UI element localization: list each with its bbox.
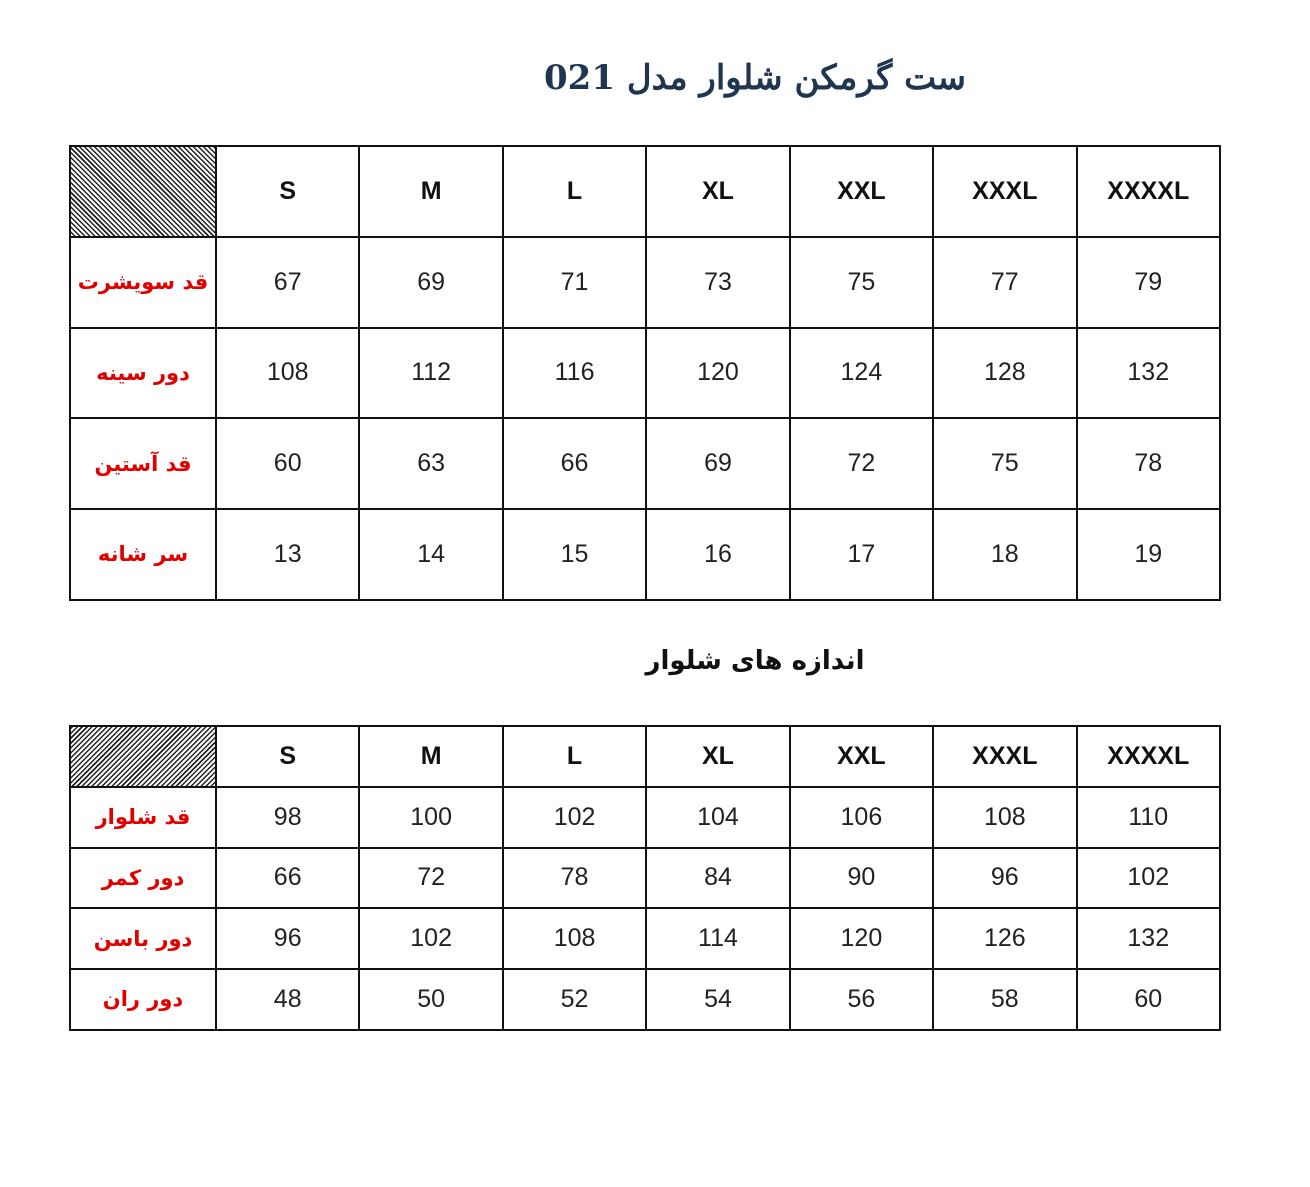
size-header-s: S — [216, 146, 359, 237]
table-cell: 60 — [1077, 969, 1220, 1030]
table-cell: 78 — [1077, 418, 1220, 509]
size-header-xxxl: XXXL — [933, 146, 1076, 237]
table-cell: 124 — [790, 328, 933, 419]
row-label-sleeve: قد آستین — [70, 418, 216, 509]
table-cell: 108 — [503, 908, 646, 969]
table-cell: 126 — [933, 908, 1076, 969]
table-cell: 84 — [646, 848, 789, 909]
table-cell: 78 — [503, 848, 646, 909]
table-cell: 15 — [503, 509, 646, 600]
table-cell: 17 — [790, 509, 933, 600]
size-header-xl: XL — [646, 726, 789, 787]
table-cell: 96 — [933, 848, 1076, 909]
size-header-s: S — [216, 726, 359, 787]
table-cell: 69 — [646, 418, 789, 509]
table-header-row — [70, 146, 1220, 237]
hatched-corner-cell — [70, 726, 216, 787]
table-cell: 104 — [646, 787, 789, 848]
table-cell: 18 — [933, 509, 1076, 600]
table-cell: 48 — [216, 969, 359, 1030]
table-cell: 100 — [359, 787, 502, 848]
size-header-xxxxl: XXXXL — [1077, 146, 1220, 237]
table-cell: 16 — [646, 509, 789, 600]
row-label-chest: دور سینه — [70, 328, 216, 419]
size-header-l: L — [503, 726, 646, 787]
size-header-m: M — [359, 146, 502, 237]
row-label-hip: دور باسن — [70, 908, 216, 969]
table-row — [70, 787, 1220, 848]
table-cell: 50 — [359, 969, 502, 1030]
page-title: ست گرمکن شلوار مدل 021 — [544, 58, 966, 98]
pants-section-title: اندازه های شلوار — [645, 646, 865, 676]
table-row — [70, 418, 1220, 509]
table-cell: 58 — [933, 969, 1076, 1030]
hatched-corner-cell — [70, 146, 216, 237]
table-cell: 96 — [216, 908, 359, 969]
table-cell: 90 — [790, 848, 933, 909]
table-cell: 132 — [1077, 908, 1220, 969]
table-cell: 120 — [646, 328, 789, 419]
row-label-shoulder: سر شانه — [70, 509, 216, 600]
row-label-jacket-length: قد سویشرت — [70, 237, 216, 328]
table-cell: 60 — [216, 418, 359, 509]
table-cell: 116 — [503, 328, 646, 419]
table-cell: 72 — [359, 848, 502, 909]
table-row — [70, 848, 1220, 909]
table-cell: 102 — [503, 787, 646, 848]
table-cell: 75 — [790, 237, 933, 328]
table-cell: 73 — [646, 237, 789, 328]
table-cell: 54 — [646, 969, 789, 1030]
table-cell: 67 — [216, 237, 359, 328]
table-cell: 79 — [1077, 237, 1220, 328]
table-cell: 108 — [933, 787, 1076, 848]
size-header-m: M — [359, 726, 502, 787]
table-cell: 114 — [646, 908, 789, 969]
size-header-xxl: XXL — [790, 146, 933, 237]
table-cell: 108 — [216, 328, 359, 419]
table-cell: 132 — [1077, 328, 1220, 419]
table-cell: 14 — [359, 509, 502, 600]
table-cell: 120 — [790, 908, 933, 969]
table-cell: 102 — [1077, 848, 1220, 909]
table-cell: 98 — [216, 787, 359, 848]
table-cell: 77 — [933, 237, 1076, 328]
jacket-size-table — [69, 145, 1221, 601]
table-cell: 56 — [790, 969, 933, 1030]
table-cell: 63 — [359, 418, 502, 509]
size-header-xxl: XXL — [790, 726, 933, 787]
table-cell: 71 — [503, 237, 646, 328]
size-header-xl: XL — [646, 146, 789, 237]
table-cell: 13 — [216, 509, 359, 600]
row-label-pants-length: قد شلوار — [70, 787, 216, 848]
table-cell: 106 — [790, 787, 933, 848]
table-row — [70, 237, 1220, 328]
table-header-row — [70, 726, 1220, 787]
table-cell: 66 — [503, 418, 646, 509]
size-header-xxxxl: XXXXL — [1077, 726, 1220, 787]
table-row — [70, 328, 1220, 419]
table-cell: 66 — [216, 848, 359, 909]
table-row — [70, 509, 1220, 600]
table-cell: 19 — [1077, 509, 1220, 600]
row-label-waist: دور کمر — [70, 848, 216, 909]
table-cell: 102 — [359, 908, 502, 969]
size-header-xxxl: XXXL — [933, 726, 1076, 787]
table-row — [70, 969, 1220, 1030]
pants-size-table — [69, 725, 1221, 1031]
table-cell: 69 — [359, 237, 502, 328]
table-row — [70, 908, 1220, 969]
size-header-l: L — [503, 146, 646, 237]
table-cell: 128 — [933, 328, 1076, 419]
table-cell: 110 — [1077, 787, 1220, 848]
row-label-thigh: دور ران — [70, 969, 216, 1030]
table-cell: 75 — [933, 418, 1076, 509]
table-cell: 52 — [503, 969, 646, 1030]
table-cell: 72 — [790, 418, 933, 509]
table-cell: 112 — [359, 328, 502, 419]
